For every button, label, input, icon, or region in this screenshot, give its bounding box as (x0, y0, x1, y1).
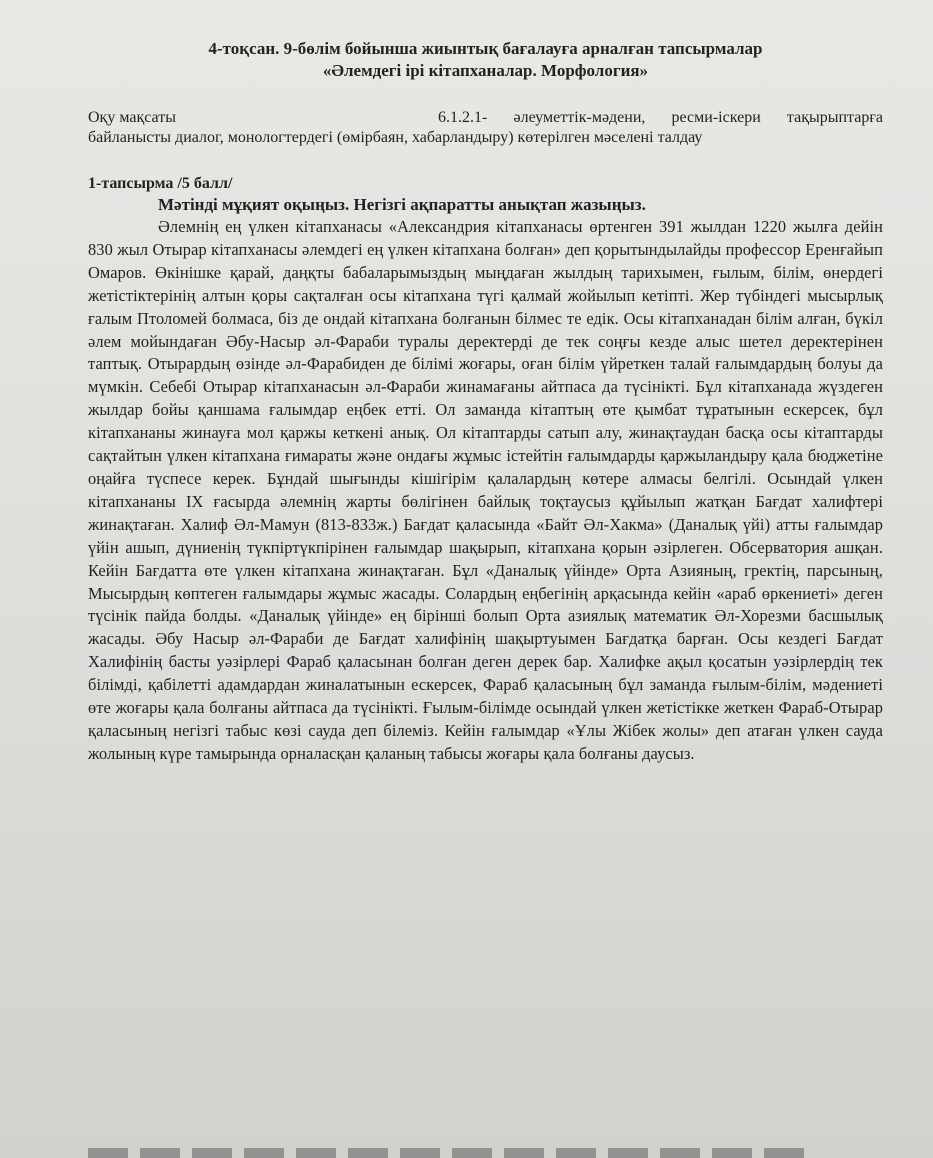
document-title (88, 38, 883, 82)
learning-goal (88, 108, 883, 148)
learning-goal-text: 6.1.2.1- әлеуметтік-мәдени, ресми-іскери тақырыптарға байланысты диалог, монологтердегі (өмірбаян, хабарландыру) көтерілген мәселені талдау (88, 109, 883, 146)
task-text: Әлемнің ең үлкен кітапханасы «Александрия кітапханасы өртенген 391 жылдан 1220 жылға дейін 830 жыл Отырар кітапханасы әлемдегі ең үлкен кітапхана болған» деп қорытындылайды профессор Еренғайып Омаров. Өкінішке қарай, даңқты бабаларымыздың мыңдаған жылдың тарихымен, ғылым, білім, өнердегі жетістіктерінің алтын қоры сақталған осы кітапхана түгі қалмай жойылып кетіпті. Жер түбіндегі мысырлық ғалым Птоломей болмаса, біз де ондай кітапхана болғанын білмес те едік. Осы кітапханадан білім алған, бүкіл әлем мойындаған Әбу-Насыр әл-Фараби туралы деректерді де тек соңғы кезде алыс шетел деректерінен таптық. Отырардың өзінде әл-Фарабиден де білімі жоғары, оған білім үйреткен талай ғалымдардың болуы да мүмкін. Себебі Отырар кітапханасын әл-Фараби жинамағаны айтпаса да түсінікті. Бұл кітапханада жүздеген жылдар бойы қаншама ғалымдар еңбек етті. Ол заманда кітаптың өте қымбат тұратынын ескерсек, бұл кітапхананы жинауға мол қаржы кеткені анық. Ол кітаптарды сатып алу, жинақтаудан басқа осы кітаптарды сақтайтын үлкен кітапхана ғимараты және ондағы жұмыс істейтін ғалымдарды қаржыландыру қала бюджетіне оңайға түспесе керек. Бұндай шығынды кішігірім қалалардың көтере алмасы белгілі. Осындай үлкен кітапхананы IX ғасырда әлемнің жарты бөлігінен байлық тоқтаусыз құйылып жатқан Бағдат халифтері жинақтаған. Халиф Әл-Мамун (813-833ж.) Бағдат қаласында «Байт Әл-Хакма» (Даналық үйі) атты ғалымдар үйін ашып, дүниенің түкпіртүкпірінен ғалымдар шақырып, кітапхана қорын әзірлеген. Обсерватория ашқан. Кейін Бағдатта өте үлкен кітапхана жинақтаған. Бұл «Даналық үйінде» Орта Азияның, гректің, парсының, Мысырдың көптеген ғалымдары жұмыс жасады. Солардың еңбегінің арқасында кейін «араб өркениеті» деген түсінік пайда болды. «Даналық үйінде» ең бірінші болып Орта азиялық математик Әл-Хорезми басшылық жасады. Әбу Насыр әл-Фараби де Бағдат халифінің шақыртуымен Бағдатқа барған. Осы кездегі Бағдат Халифінің басты уәзірлері Фараб қаласынан болған деген дерек бар. Халифке ақыл қосатын уәзірлердің тек білімді, қабілетті адамдардан жиналатынын ескерсек, Фараб қаласының бұл заманда ғылым-білім, мәдениеті өте жоғары қала болғаны айтпаса да түсінікті. Ғылым-білімде осындай үлкен жетістікке жеткен Фараб-Отырар қаласының негізгі табыс көзі сауда деп білеміз. Кейін ғалымдар «Ұлы Жібек жолы» деп атаған үлкен сауда жолының күре тамырында орналасқан қаланың табысы жоғары қала болғаны даусыз. (88, 217, 883, 763)
title-line-2: «Әлемдегі ірі кітапханалар. Морфология» (322, 61, 649, 80)
title-line-1: 4-тоқсан. 9-бөлім бойынша жиынтық бағалауға арналған тапсырмалар (208, 39, 763, 58)
cut-off-next-line (88, 1148, 808, 1158)
task-instruction: Мәтінді мұқият оқыңыз. Негізгі ақпаратты анықтап жазыңыз. (158, 195, 646, 214)
learning-goal-label: Оқу мақсаты (88, 109, 176, 126)
document-content (88, 38, 883, 766)
task-heading: 1-тапсырма /5 балл/ (88, 175, 233, 192)
